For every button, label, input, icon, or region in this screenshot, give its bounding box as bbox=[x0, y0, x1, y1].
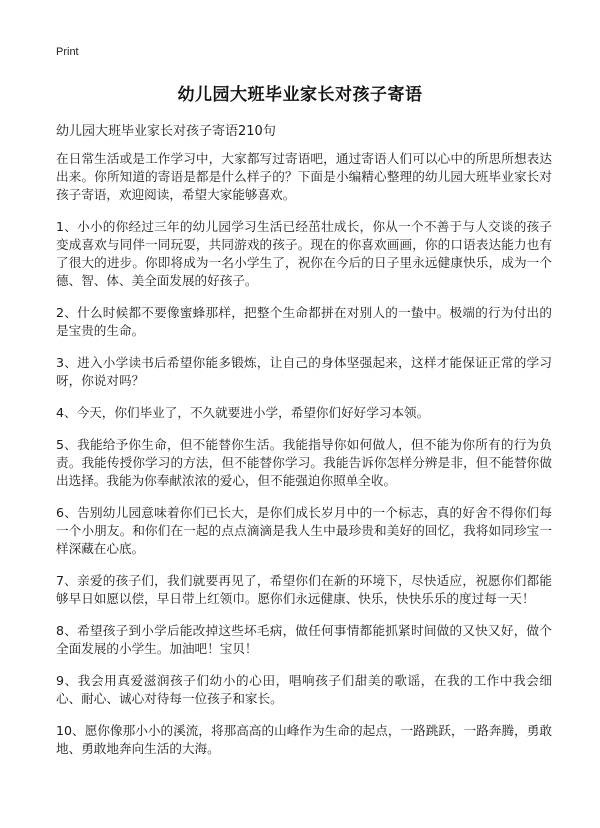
article-body bbox=[56, 150, 552, 772]
list-item: 5、我能给予你生命，但不能替你生活。我能指导你如何做人，但不能为你所有的行为负责。我能传授你学习的方法，但不能替你学习。我能告诉你怎样分辨是非，但不能替你做出选择。我能为你奉献浓浓的爱心，但不能强迫你照单全收。 bbox=[56, 437, 552, 488]
print-link[interactable]: Print bbox=[56, 46, 79, 58]
article-subtitle: 幼儿园大班毕业家长对孩子寄语210句 bbox=[56, 124, 276, 139]
list-item: 7、亲爱的孩子们，我们就要再见了，希望你们在新的环境下，尽快适应，祝愿你们都能够早日如愿以偿，早日带上红领巾。愿你们永远健康、快乐，快快乐乐的度过每一天！ bbox=[56, 573, 552, 606]
list-item: 3、进入小学读书后希望你能多锻炼，让自己的身体坚强起来，这样才能保证正常的学习呀，你说对吗？ bbox=[56, 355, 552, 388]
page-title: 幼儿园大班毕业家长对孩子寄语 bbox=[177, 85, 423, 105]
list-item: 10、愿你像那小小的溪流，将那高高的山峰作为生命的起点，一路跳跃，一路奔腾，勇敢地、勇敢地奔向生活的大海。 bbox=[56, 723, 552, 756]
intro-paragraph: 在日常生活或是工作学习中，大家都写过寄语吧，通过寄语人们可以心中的所思所想表达出来。你所知道的寄语是都是什么样子的？下面是小编精心整理的幼儿园大班毕业家长对孩子寄语，欢迎阅读，希望大家能够喜欢。 bbox=[56, 151, 552, 202]
list-item: 2、什么时候都不要像蜜蜂那样，把整个生命都拼在对别人的一蛰中。极端的行为付出的是宝贵的生命。 bbox=[56, 305, 552, 338]
list-item: 9、我会用真爱滋润孩子们幼小的心田，唱响孩子们甜美的歌谣，在我的工作中我会细心、耐心、诚心对待每一位孩子和家长。 bbox=[56, 673, 552, 706]
list-item: 8、希望孩子到小学后能改掉这些坏毛病，做任何事情都能抓紧时间做的又快又好，做个全面发展的小学生。加油吧！宝贝！ bbox=[56, 623, 552, 656]
list-item: 6、告别幼儿园意味着你们已长大，是你们成长岁月中的一个标志，真的好舍不得你们每一个小朋友。和你们在一起的点点滴滴是我人生中最珍贵和美好的回忆，我将如同珍宝一样深藏在心底。 bbox=[56, 505, 552, 556]
list-item: 1、小小的你经过三年的幼儿园学习生活已经茁壮成长，你从一个不善于与人交谈的孩子变成喜欢与同伴一同玩耍，共同游戏的孩子。现在的你喜欢画画，你的口语表达能力也有了很大的进步。你即将成为一名小学生了，祝你在今后的日子里永远健康快乐，成为一个德、智、体、美全面发展的好孩子。 bbox=[56, 219, 552, 288]
list-item: 4、今天，你们毕业了，不久就要进小学，希望你们好好学习本领。 bbox=[56, 405, 430, 420]
